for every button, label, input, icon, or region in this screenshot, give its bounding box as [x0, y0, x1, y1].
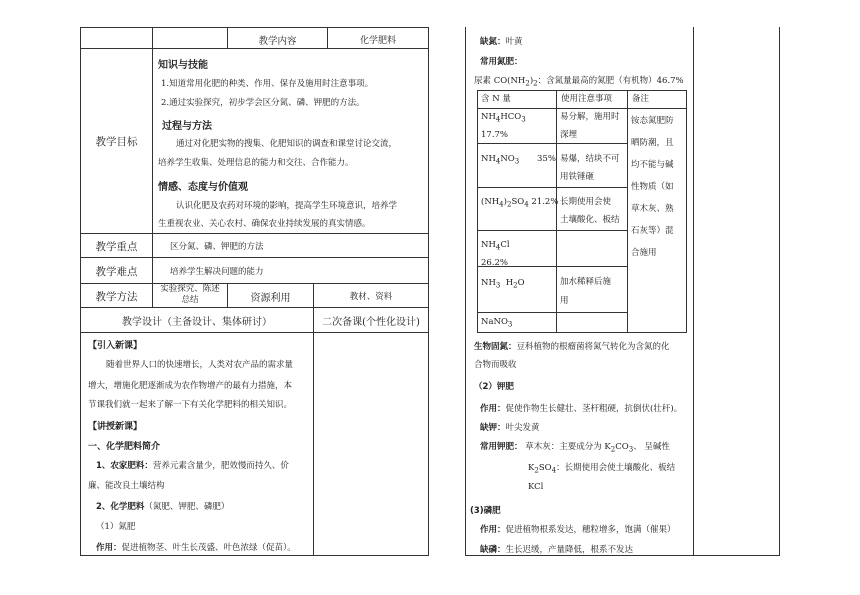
process-method-title: 过程与方法 [162, 121, 212, 132]
table-row-2-pct: 35% [537, 154, 556, 164]
table-header-remark: 备注 [632, 94, 650, 104]
method-label: 教学方法 [95, 291, 138, 303]
header-content-label: 教学内容 [258, 36, 297, 47]
n-deficiency: 缺氮：叶黄 [480, 37, 523, 47]
table-row-3-name: $(NH_4)_2SO_4$ 21.2% [481, 197, 559, 209]
attitude-text-2: 生重视农业、关心农村、确保农业持续发展的真实情感。 [158, 219, 371, 229]
table-header-n: 含 N 量 [481, 94, 511, 104]
second-prep-header: 二次备课(个性化设计) [322, 317, 420, 328]
table-row-4-pct: 26.2% [481, 258, 509, 268]
key-point-text: 区分氮、磷、钾肥的方法 [170, 242, 264, 252]
urea-line: 尿素 $CO(NH_2)_2$：含氮量最高的氮肥（有机物）46.7% [474, 76, 684, 88]
goals-label: 教学目标 [95, 136, 138, 148]
header-topic: 化学肥料 [359, 36, 396, 46]
section-1-title: 一、化学肥料简介 [88, 442, 161, 452]
potassium-deficiency: 缺钾：叶尖发黄 [480, 423, 540, 433]
phosphorus-effect: 作用：促进植物根系发达，穗粒增多，饱满（催果） [480, 525, 676, 535]
resource-text: 教材、资料 [349, 292, 393, 302]
intro-line-1: 随着世界人口的快速增长，人类对农产品的需求量 [106, 360, 294, 370]
farm-manure-line-2: 廉、能改良土壤结构 [88, 481, 165, 491]
intro-line-2: 增大，增施化肥逐渐成为农作物增产的最有力措施，本 [88, 381, 293, 391]
potassium-common-1: 常用钾肥： 草木灰：主要成分为 $K_2CO_3$、 呈碱性 [480, 442, 670, 454]
potassium-title: （2）钾肥 [474, 382, 514, 392]
phosphorus-deficiency: 缺磷：生长迟缓，产量降低，根系不发达 [480, 545, 634, 555]
table-header-notes: 使用注意事项 [561, 94, 613, 104]
table-row-5-note-2: 用 [560, 296, 569, 306]
farm-manure-line-1: 1、农家肥料：营养元素含量少，肥效慢而持久、价 [96, 461, 289, 471]
knowledge-item-1: 1.知道常用化肥的种类、作用、保存及施用时注意事项。 [161, 79, 374, 89]
bio-fixation-line-1: 生物固氮：豆科植物的根瘤菌将氮气转化为含氮的化 [474, 342, 670, 352]
nitrogen-title: （1）氮肥 [96, 522, 136, 532]
nitrogen-effect: 作用：促进植物茎、叶生长茂盛、叶色浓绿（促苗）。 [96, 543, 296, 553]
table-row-1-name: $NH_4HCO_3$ [481, 112, 526, 124]
table-row-5-note-1: 加水稀释后施 [560, 277, 612, 287]
common-n-title: 常用氮肥： [480, 57, 523, 67]
table-remark: 铵态氮肥防 晒防潮，且 均不能与碱 性物质（如 草木灰、熟 石灰等）混 合施用 [631, 116, 674, 258]
table-row-6-name: NaNO$_3$ [481, 317, 513, 329]
table-row-2-note-2: 用铁锤砸 [560, 172, 595, 182]
chem-fertilizer-line: 2、化学肥料（氮肥、钾肥、磷肥） [96, 502, 230, 512]
difficulty-text: 培养学生解决问题的能力 [170, 267, 264, 277]
process-text-1: 通过对化肥实物的搜集、化肥知识的调查和课堂讨论交流， [176, 139, 398, 149]
table-row-1-note-2: 深埋 [560, 130, 578, 140]
table-row-2-note-1: 易爆，结块不可 [560, 154, 620, 164]
potassium-effect: 作用：促使作物生长健壮、茎杆粗硬，抗倒伏(壮秆)。 [480, 404, 683, 414]
teach-title: 【讲授新课】 [88, 422, 143, 432]
method-text: 实验探究、陈述 总结 [160, 284, 220, 305]
table-row-2-name: $NH_4NO_3$ [481, 154, 520, 166]
potassium-common-2: $K_2SO_4$：长期使用会使土壤酸化、板结 [528, 463, 676, 475]
table-row-1-pct: 17.7% [481, 130, 509, 140]
process-text-2: 培养学生收集、处理信息的能力和交往、合作能力。 [158, 158, 354, 168]
attitude-title: 情感、态度与价值观 [158, 182, 248, 193]
design-header: 教学设计（主备设计、集体研讨） [122, 317, 272, 328]
phosphorus-title: (3)磷肥 [470, 506, 501, 516]
difficulty-label: 教学难点 [95, 266, 138, 278]
resource-label: 资源利用 [250, 293, 291, 304]
table-row-5-name: $NH_3$ $H_2O$ [481, 278, 525, 290]
knowledge-item-2: 2.通过实验探究，初步学会区分氮、磷、钾肥的方法。 [161, 98, 365, 108]
table-row-3-note-1: 长期使用会使 [560, 197, 612, 207]
potassium-kcl: KCl [528, 482, 544, 492]
knowledge-skills-title: 知识与技能 [158, 60, 208, 71]
table-row-4-name: $NH_4Cl$ [481, 240, 510, 252]
intro-title: 【引入新课】 [88, 341, 143, 351]
intro-line-3: 节课我们就一起来了解一下有关化学肥料的相关知识。 [88, 400, 293, 410]
table-row-1-note-1: 易分解，施用时 [560, 112, 620, 122]
bio-fixation-line-2: 合物而吸收 [474, 360, 517, 370]
key-point-label: 教学重点 [95, 241, 138, 253]
attitude-text-1: 认识化肥及农药对环境的影响，提高学生环境意识，培养学 [176, 201, 398, 211]
table-row-3-note-2: 土壤酸化、板结 [560, 215, 620, 225]
